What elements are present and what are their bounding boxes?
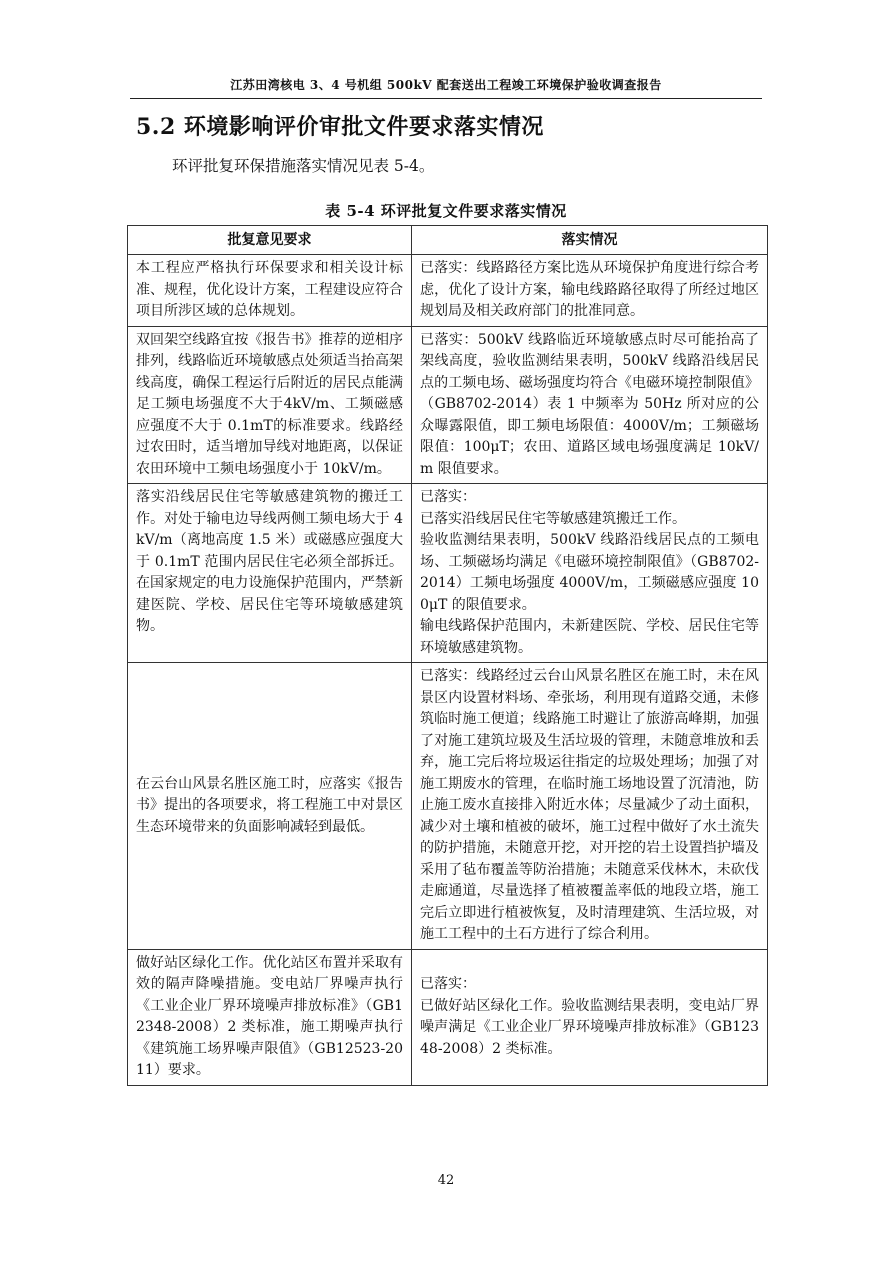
implementation-text: 已落实： xyxy=(420,489,476,505)
section-title: 5.2 环境影响评价审批文件要求落实情况 xyxy=(136,114,544,140)
table-row xyxy=(128,326,768,484)
intro-paragraph: 环评批复环保措施落实情况见表 5-4。 xyxy=(172,157,435,175)
table-caption: 表 5-4 环评批复文件要求落实情况 xyxy=(325,202,567,220)
implementation-text: 已落实：线路经过云台山风景名胜区在施工时，未在风景区内设置材料场、牵张场，利用现有道路交通，未修筑临时施工便道；线路施工时避让了旅游高峰期，加强了对施工建筑垃圾及生活垃圾的管理，未随意堆放和丢弃，施工完后将垃圾运往指定的垃圾处理场；加强了对施工期废水的管理，在临时施工场地设置了沉清池，防止施工废水直接排入附近水体；尽量减少了动土面积，减少对土壤和植被的破坏，施工过程中做好了水土流失的防护措施，未随意开挖，对开挖的岩土设置挡护墙及采用了毡布覆盖等防治措施；未随意采伐林木，未砍伐走廊通道，尽量选择了植被覆盖率低的地段立塔，施工完后立即进行植被恢复，及时清理建筑、生活垃圾，对施工工程中的土石方进行了综合利用。 xyxy=(420,668,759,942)
table-row xyxy=(128,949,768,1085)
header-rule xyxy=(130,98,762,99)
table-row xyxy=(128,255,768,327)
table-row xyxy=(128,484,768,663)
implementation-text: 已落实沿线居民住宅等敏感建筑搬迁工作。 xyxy=(420,510,686,527)
implementation-text: 已落实：500kV 线路临近环境敏感点时尽可能抬高了架线高度，验收监测结果表明，500kV 线路沿线居民点的工频电场、磁场强度均符合《电磁环境控制限值》（GB8702-2014）表 1 中频率为 50Hz 所对应的公众曝露限值，即工频电场限值：4000V/m；工频磁场限值：100μT；农田、道路区域电场强度满足 10kV/m 限值要求。 xyxy=(420,331,759,477)
implementation-cell xyxy=(412,255,768,327)
implementation-cell xyxy=(412,484,768,663)
requirement-cell: 本工程应严格执行环保要求和相关设计标准、规程，优化设计方案，工程建设应符合项目所涉区域的总体规划。 xyxy=(128,255,412,327)
requirements-table xyxy=(127,225,768,1086)
implementation-text: 已做好站区绿化工作。验收监测结果表明，变电站厂界噪声满足《工业企业厂界环境噪声排放标准》（GB12348-2008）2 类标准。 xyxy=(420,997,759,1057)
table-row xyxy=(128,663,768,950)
requirement-cell: 落实沿线居民住宅等敏感建筑物的搬迁工作。对处于输电边导线两侧工频电场大于 4kV/m（离地高度 1.5 米）或磁感应强度大于 0.1mT 范围内居民住宅必须全部拆迁。在国家规定的电力设施保护范围内，严禁新建医院、学校、居民住宅等环境敏感建筑物。 xyxy=(128,484,412,663)
requirement-cell: 双回架空线路宜按《报告书》推荐的逆相序排列，线路临近环境敏感点处须适当抬高架线高度，确保工程运行后附近的居民点能满足工频电场强度不大于4kV/m、工频磁感应强度不大于 0.1mT的标准要求。线路经过农田时，适当增加导线对地距离，以保证农田环境中工频电场强度小于 10kV/m。 xyxy=(128,326,412,484)
requirement-cell: 做好站区绿化工作。优化站区布置并采取有效的隔声降噪措施。变电站厂界噪声执行《工业企业厂界环境噪声排放标准》（GB12348-2008）2 类标准，施工期噪声执行《建筑施工场界噪声限值》（GB12523-2011）要求。 xyxy=(128,949,412,1085)
implementation-cell xyxy=(412,663,768,950)
implementation-text: 验收监测结果表明，500kV 线路沿线居民点的工频电场、工频磁场均满足《电磁环境控制限值》（GB8702-2014）工频电场强度 4000V/m，工频磁感应强度 100μT 的限值要求。 xyxy=(420,532,759,613)
table-header-row xyxy=(128,226,768,255)
implementation-text: 输电线路保护范围内，未新建医院、学校、居民住宅等环境敏感建筑物。 xyxy=(420,618,759,656)
implementation-cell xyxy=(412,949,768,1085)
running-header: 江苏田湾核电 3、4 号机组 500kV 配套送出工程竣工环境保护验收调查报告 xyxy=(230,78,662,92)
requirement-cell: 在云台山风景名胜区施工时，应落实《报告书》提出的各项要求，将工程施工中对景区生态环境带来的负面影响减轻到最低。 xyxy=(128,663,412,950)
page-number: 42 xyxy=(437,1173,455,1188)
implementation-text: 已落实：线路路径方案比选从环境保护角度进行综合考虑，优化了设计方案，输电线路路径取得了所经过地区规划局及相关政府部门的批准同意。 xyxy=(420,260,759,319)
implementation-cell xyxy=(412,326,768,484)
header-implementation: 落实情况 xyxy=(412,226,768,255)
implementation-text: 已落实： xyxy=(420,976,476,992)
header-requirement: 批复意见要求 xyxy=(128,226,412,255)
